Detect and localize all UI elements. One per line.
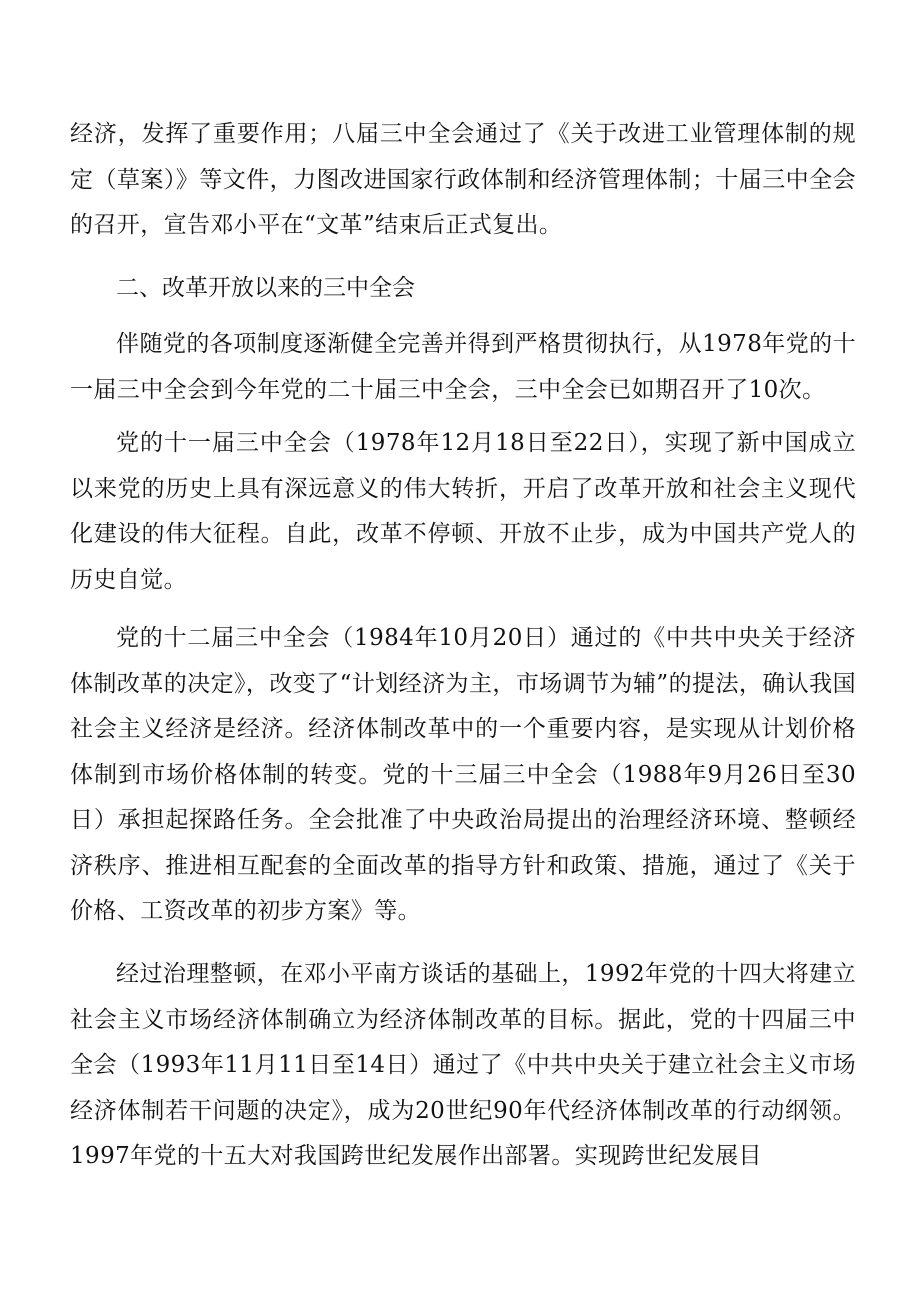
- paragraph-intro: 伴随党的各项制度逐渐健全完善并得到严格贯彻执行，从1978年党的十一届三中全会到今年党的二十届三中全会，三中全会已如期召开了10次。: [70, 331, 856, 403]
- paragraph-eleventh-plenum: 党的十一届三中全会（1978年12月18日至22日），实现了新中国成立以来党的历史上具有深远意义的伟大转折，开启了改革开放和社会主义现代化建设的伟大征程。自此，改革不停顿、开放不止步，成为中国共产党人的历史自觉。: [70, 430, 856, 593]
- section-heading: 二、改革开放以来的三中全会: [116, 275, 415, 301]
- paragraph-continuation: 经济，发挥了重要作用；八届三中全会通过了《关于改进工业管理体制的规定（草案）》等文件，力图改进国家行政体制和经济管理体制；十届三中全会的召开，宣告邓小平在“文革”结束后正式复出。: [70, 121, 856, 238]
- paragraph-twelfth-thirteenth-plenum: 党的十二届三中全会（1984年10月20日）通过的《中共中央关于经济体制改革的决定》，改变了“计划经济为主，市场调节为辅”的提法，确认我国社会主义经济是经济。经济体制改革中的一个重要内容，是实现从计划价格体制到市场价格体制的转变。党的十三届三中全会（1988年9月26日至30日）承担起探路任务。全会批准了中央政治局提出的治理经济环境、整顿经济秩序、推进相互配套的全面改革的指导方针和政策、措施，通过了《关于价格、工资改革的初步方案》等。: [70, 625, 856, 924]
- paragraph-fourteenth-plenum: 经过治理整顿，在邓小平南方谈话的基础上，1992年党的十四大将建立社会主义市场经济体制确立为经济体制改革的目标。据此，党的十四届三中全会（1993年11月11日至14日）通过了《中共中央关于建立社会主义市场经济体制若干问题的决定》，成为20世纪90年代经济体制改革的行动纲领。1997年党的十五大对我国跨世纪发展作出部署。实现跨世纪发展目: [70, 961, 856, 1169]
